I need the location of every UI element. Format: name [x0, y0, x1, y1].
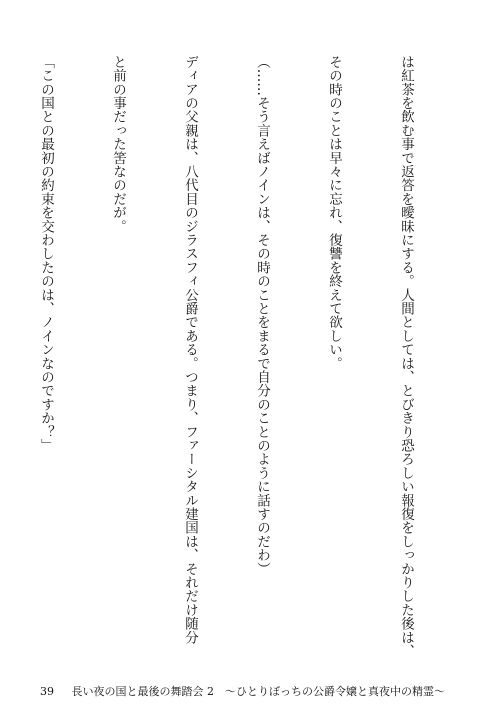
vertical-text-body [34, 55, 466, 673]
page-number: 39 [40, 685, 54, 698]
text-line: と前の事だった筈なのだが。 [110, 55, 126, 234]
text-line: は紅茶を飲む事で返答を曖昧にする。人間としては、とびきり恐ろしい報復をしっかりした後は、 [398, 55, 414, 658]
page-footer [40, 683, 445, 699]
text-line: ディアの父親は、八代目のジラスフィ公爵である。つまり、ファーシタル建国は、それだけ随分 [182, 55, 198, 645]
book-title: 長い夜の国と最後の舞踏会 2 ～ひとりぼっちの公爵令嬢と真夜中の精霊～ [71, 685, 445, 698]
text-line: 「この国との最初の約束を交わしたのは、ノインなのですか？」 [38, 55, 54, 453]
text-line: （……そう言えばノインは、その時のことをまるで自分のことのように話すのだわ） [254, 55, 270, 576]
text-line: その時のことは早々に忘れ、復讐を終えて欲しい。 [326, 55, 342, 371]
